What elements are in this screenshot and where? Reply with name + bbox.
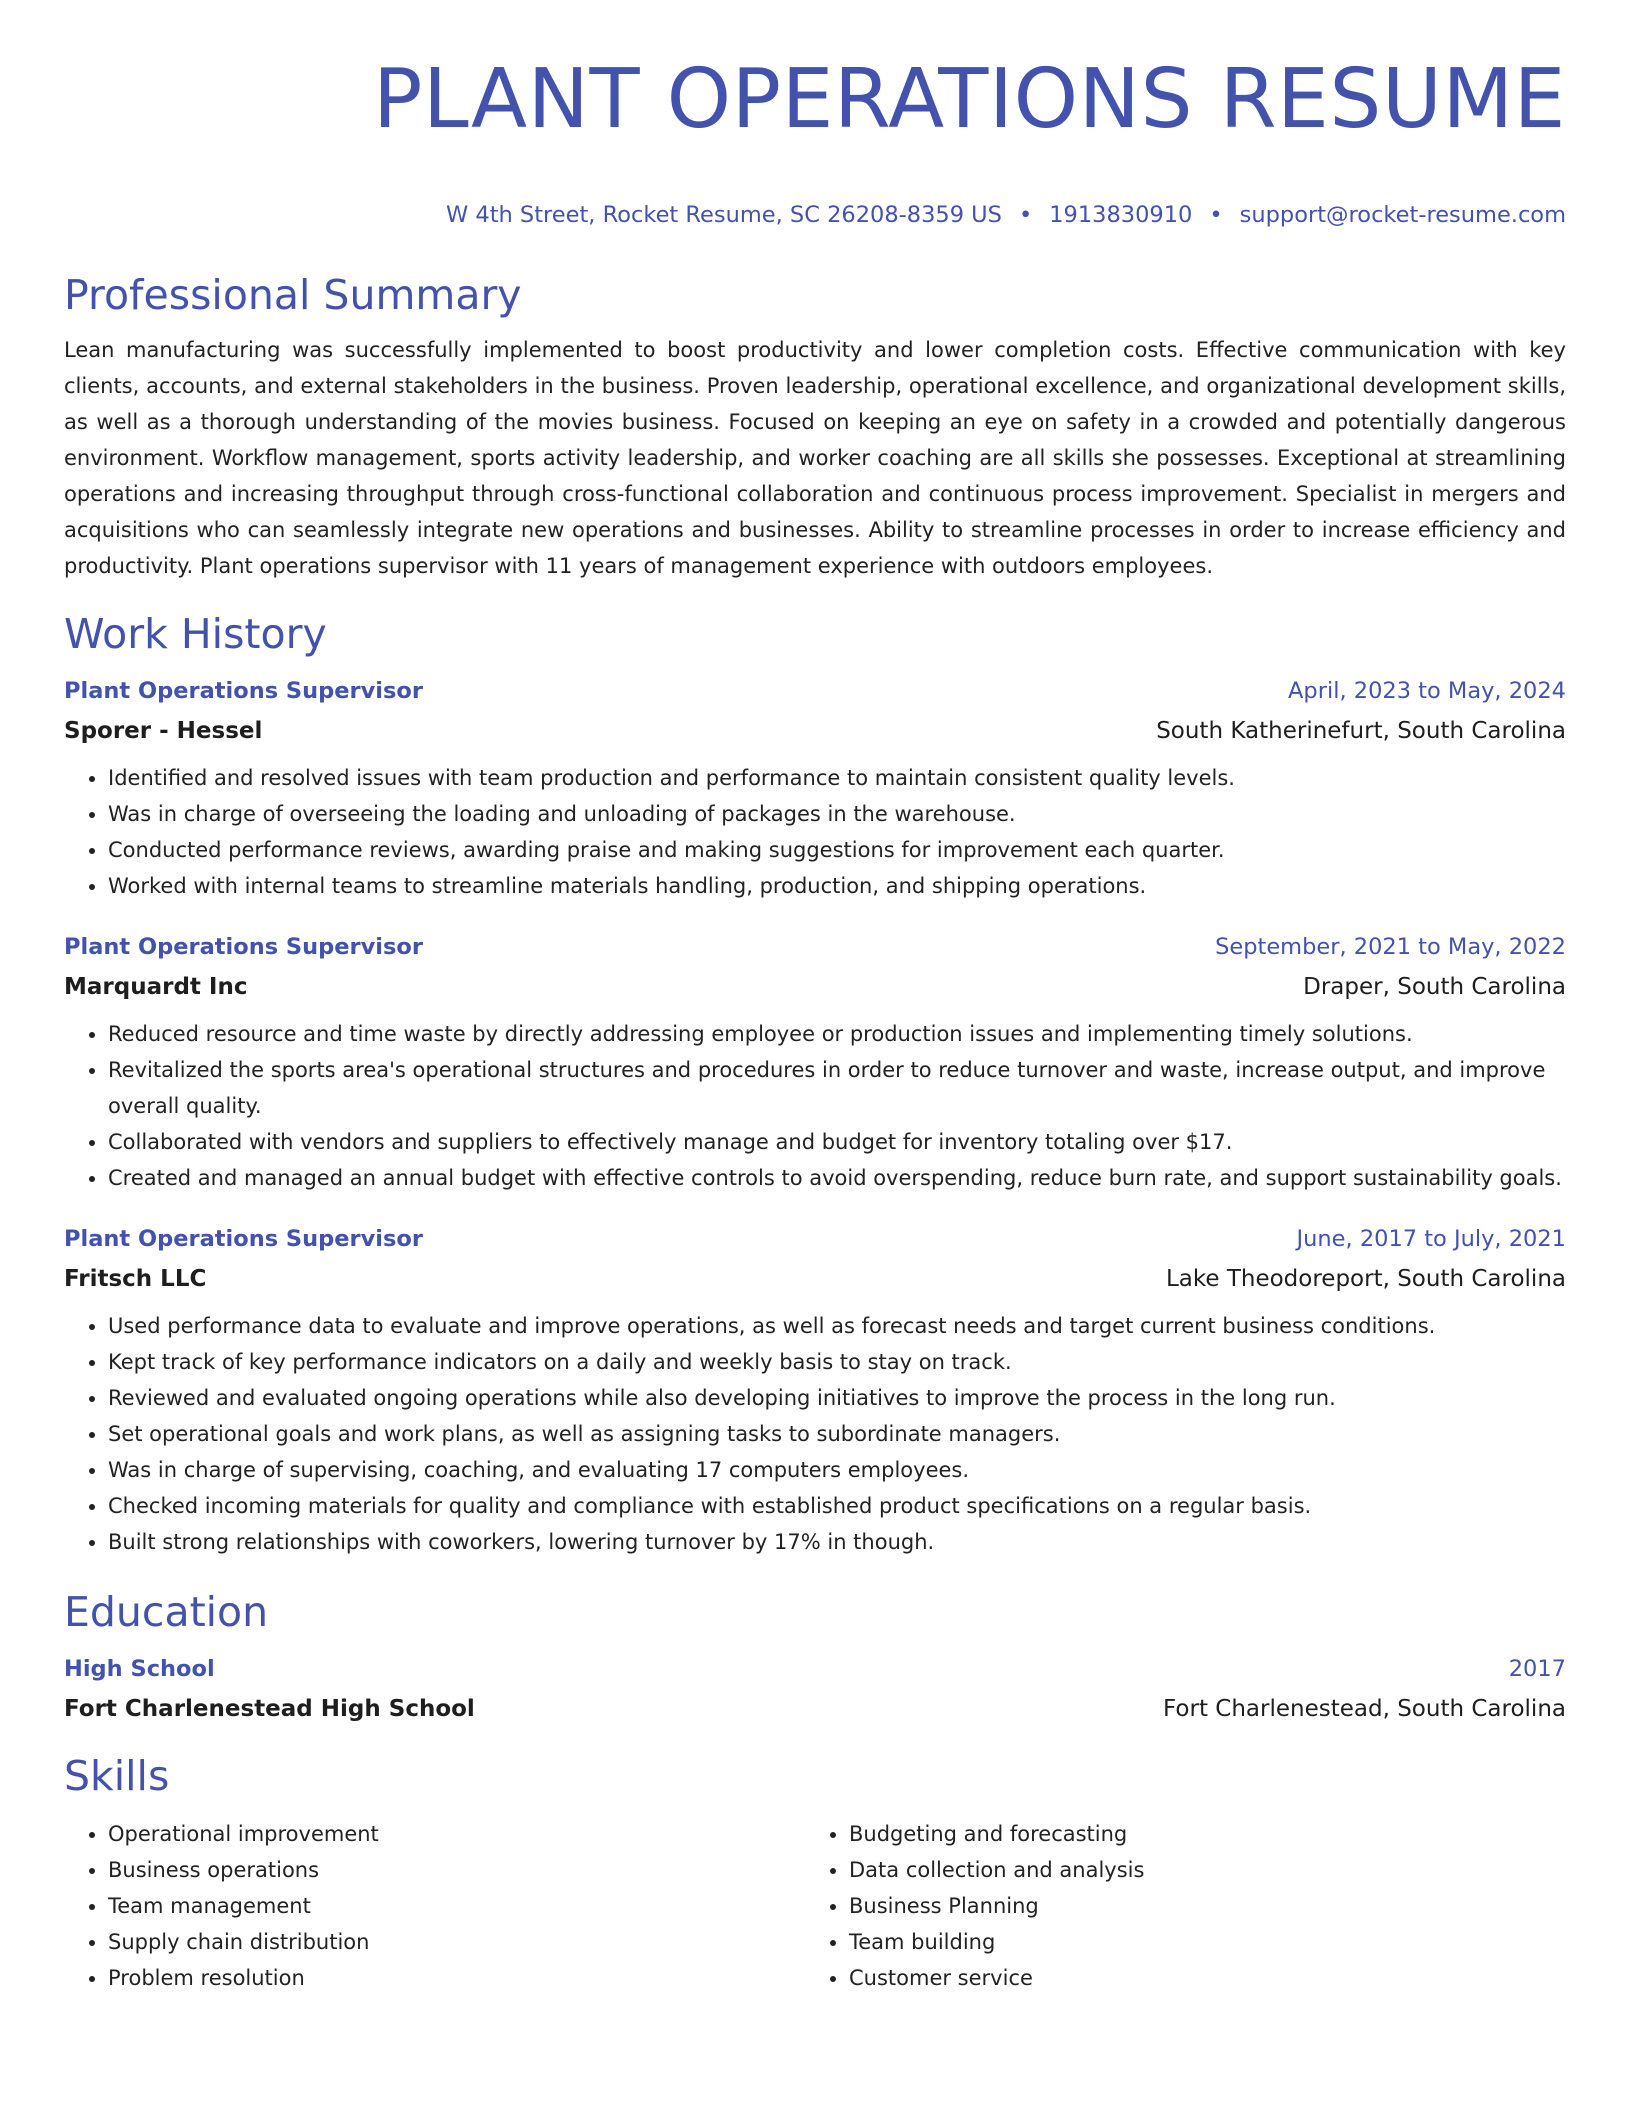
education-entry — [64, 1654, 1566, 1724]
skill-item: • Problem resolution — [108, 1960, 805, 1996]
job-entry — [64, 932, 1566, 1196]
job-title: Plant Operations Supervisor — [64, 1226, 423, 1252]
contact-phone: 1913830910 — [1049, 202, 1193, 228]
skill-item: • Budgeting and forecasting — [849, 1816, 1546, 1852]
job-location: Draper, South Carolina — [1303, 974, 1566, 1000]
education-school: Fort Charlenestead High School — [64, 1696, 475, 1722]
resume-title: PLANT OPERATIONS RESUME — [373, 52, 1566, 147]
job-bullet: • Conducted performance reviews, awarding praise and making suggestions for improvement each quarter. — [108, 832, 1566, 868]
job-bullet: • Kept track of key performance indicators on a daily and weekly basis to stay on track. — [108, 1344, 1566, 1380]
skill-item: • Operational improvement — [108, 1816, 805, 1852]
skill-item: • Team management — [108, 1888, 805, 1924]
skills-heading: Skills — [64, 1752, 170, 1800]
job-title: Plant Operations Supervisor — [64, 934, 423, 960]
job-bullet: • Set operational goals and work plans, as well as assigning tasks to subordinate managers. — [108, 1416, 1566, 1452]
job-bullet: • Built strong relationships with coworkers, lowering turnover by 17% in though. — [108, 1524, 1566, 1560]
job-entry — [64, 1224, 1566, 1560]
skill-item: • Data collection and analysis — [849, 1852, 1546, 1888]
job-location: South Katherinefurt, South Carolina — [1156, 718, 1566, 744]
job-dates: April, 2023 to May, 2024 — [1288, 678, 1566, 704]
contact-email: support@rocket-resume.com — [1239, 202, 1566, 228]
job-employer: Sporer - Hessel — [64, 718, 263, 744]
education-heading: Education — [64, 1588, 269, 1636]
resume-document — [64, 50, 1566, 1996]
contact-separator: • — [1018, 202, 1033, 228]
contact-address: W 4th Street, Rocket Resume, SC 26208-8359 US — [445, 202, 1002, 228]
job-location: Lake Theodoreport, South Carolina — [1165, 1266, 1566, 1292]
job-title: Plant Operations Supervisor — [64, 678, 423, 704]
education-location: Fort Charlenestead, South Carolina — [1163, 1696, 1566, 1722]
job-bullets — [64, 760, 1566, 904]
job-bullet: • Reviewed and evaluated ongoing operations while also developing initiatives to improve the process in the long run. — [108, 1380, 1566, 1416]
job-employer: Marquardt Inc — [64, 974, 248, 1000]
job-dates: September, 2021 to May, 2022 — [1215, 934, 1566, 960]
education-year: 2017 — [1508, 1656, 1566, 1682]
job-employer: Fritsch LLC — [64, 1266, 207, 1292]
job-bullet: • Was in charge of overseeing the loading and unloading of packages in the warehouse. — [108, 796, 1566, 832]
skills-column-left — [64, 1816, 805, 1996]
skill-item: • Customer service — [849, 1960, 1546, 1996]
job-bullet: • Worked with internal teams to streamline materials handling, production, and shipping operations. — [108, 868, 1566, 904]
skills-list — [64, 1816, 1566, 1996]
summary-text: Lean manufacturing was successfully implemented to boost productivity and lower completion costs. Effective communication with key clients, accounts, and external stakeholders in the business. Proven leadership, operational excellence, and organizational development skills, as well as a thorough understanding of the movies business. Focused on keeping an eye on safety in a crowded and potentially dangerous environment. Workflow management, sports activity leadership, and worker coaching are all skills she possesses. Exceptional at streamlining operations and increasing throughput through cross-functional collaboration and continuous process improvement. Specialist in mergers and acquisitions who can seamlessly integrate new operations and businesses. Ability to streamline processes in order to increase efficiency and productivity. Plant operations supervisor with 11 years of management experience with outdoors employees. — [64, 338, 1566, 578]
contact-separator: • — [1209, 202, 1223, 228]
job-dates: June, 2017 to July, 2021 — [1296, 1226, 1566, 1252]
skills-column-right — [805, 1816, 1546, 1996]
work-history-heading: Work History — [64, 610, 327, 658]
job-bullet: • Reduced resource and time waste by directly addressing employee or production issues and implementing timely solutions. — [108, 1016, 1566, 1052]
job-bullet: • Revitalized the sports area's operational structures and procedures in order to reduce turnover and waste, increase output, and improve overall quality. — [108, 1052, 1566, 1124]
skill-item: • Business operations — [108, 1852, 805, 1888]
skill-item: • Business Planning — [849, 1888, 1546, 1924]
job-bullet: • Was in charge of supervising, coaching, and evaluating 17 computers employees. — [108, 1452, 1566, 1488]
job-bullet: • Created and managed an annual budget with effective controls to avoid overspending, reduce burn rate, and support sustainability goals. — [108, 1160, 1566, 1196]
job-bullet: • Collaborated with vendors and suppliers to effectively manage and budget for inventory totaling over $17. — [108, 1124, 1566, 1160]
job-bullet: • Checked incoming materials for quality and compliance with established product specifications on a regular basis. — [108, 1488, 1566, 1524]
job-bullet: • Used performance data to evaluate and improve operations, as well as forecast needs and target current business conditions. — [108, 1308, 1566, 1344]
job-bullets — [64, 1308, 1566, 1560]
skill-item: • Team building — [849, 1924, 1546, 1960]
job-bullets — [64, 1016, 1566, 1196]
job-bullet: • Identified and resolved issues with team production and performance to maintain consistent quality levels. — [108, 760, 1566, 796]
job-entry — [64, 676, 1566, 904]
contact-line — [64, 200, 1566, 230]
summary-heading: Professional Summary — [64, 271, 522, 319]
education-degree: High School — [64, 1656, 215, 1682]
skill-item: • Supply chain distribution — [108, 1924, 805, 1960]
